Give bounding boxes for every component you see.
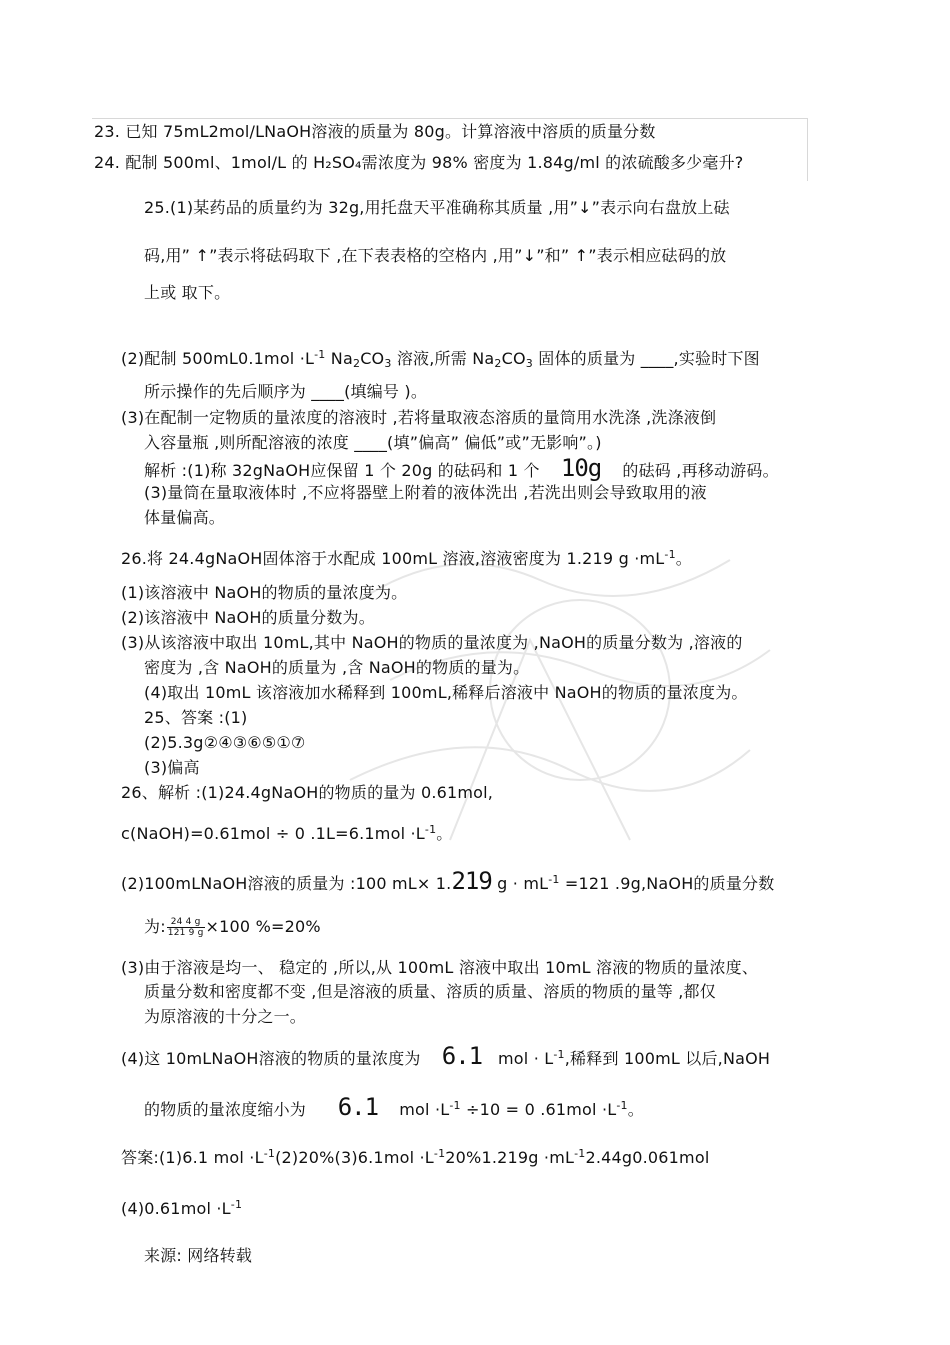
q25-part3-line-1: (3)在配制一定物质的量浓度的溶液时 ,若将量取液态溶质的量筒用水洗涤 ,洗涤液倒 — [121, 408, 717, 427]
q25-part3-line-2: 入容量瓶 ,则所配溶液的浓度 ____(填”偏高” 偏低”或”无影响”。) — [144, 433, 602, 452]
solution-26-line-9: 的物质的量浓度缩小为 6.1 mol $\cdot L^{-1} \div 10 = 0$ $.61mol \cdot L^{-1}$。 — [144, 1093, 644, 1121]
answer-25-line-1: 25、答案 :(1) — [144, 708, 248, 727]
solution-26-line-2: c(NaOH)=0.61mol ÷ 0 $.1L=6.1mol \cdot L^{-1}$。 — [121, 823, 453, 843]
final-answer-line-1: 答案:(1)6.1 mol $\cdot L^{-1}(2)20\%(3)6.1mol \cdot L^{-1}20\%1.219g \cdot mL^{-1}2.44g0.061mol$ — [121, 1147, 710, 1167]
q25-line-1: 25.(1)某药品的质量约为 32g,用托盘天平准确称其质量 ,用”↓”表示向右盘放上砝 — [144, 198, 730, 217]
solution-26-line-4: 为: $\frac{24 4 g}{121 9 g}$ ×100 %=20% — [144, 917, 321, 938]
q25-line-3: 上或 取下。 — [144, 283, 231, 302]
q26-part-4: (4)取出 10mL 该溶液加水稀释到 100mL,稀释后溶液中 NaOH的物质的量浓度为。 — [144, 683, 748, 702]
q25-analysis-line-1: 解析 :(1)称 32gNaOH应保留 1 个 20g 的砝码和 1 个 10g 的砝码 ,再移动游码。 — [144, 454, 779, 482]
question-24: 24. 配制 500ml、1mol/L 的 H₂SO₄需浓度为 98% 密度为 1.84g/ml 的浓硫酸多少毫升? — [94, 153, 744, 172]
question-26-title: 26.将 24.4gNaOH固体溶于水配成 100mL 溶液,溶液密度为 1.219 $g \cdot mL^{-1}$。 — [121, 548, 692, 568]
q26-part-3-line-1: (3)从该溶液中取出 10mL,其中 NaOH的物质的量浓度为 ,NaOH的质量分数为 ,溶液的 — [121, 633, 743, 652]
solution-26-line-8: (4)这 10mLNaOH溶液的物质的量浓度为 6.1 mol · $L^{-1}$,稀释到 100mL 以后,NaOH — [121, 1042, 771, 1070]
q25-analysis-line-3: 体量偏高。 — [144, 508, 226, 527]
q25-line-2: 码,用” ↑”表示将砝码取下 ,在下表表格的空格内 ,用”↓”和” ↑”表示相应砝码的放 — [144, 246, 727, 265]
fraction: $\frac{24 4 g}{121 9 g}$ — [167, 917, 204, 938]
source-note: 来源: 网络转载 — [144, 1246, 253, 1265]
final-answer-line-2: $(4)0.61mol \cdot L^{-1}$ — [121, 1198, 243, 1218]
solution-26-line-3: (2)100mLNaOH溶液的质量为 :100 mL× 1.219 $g \cdot mL^{-1} =121$ .9g,NaOH的质量分数 — [121, 867, 775, 895]
q25-part2-line-1: (2)配制 $500mL0.1mol \cdot L^{-1}$ $Na_2CO_3$ 溶液,所需 $Na_2CO_3$ 固体的质量为 ____,实验时下图 — [121, 348, 760, 370]
question-23: 23. 已知 75mL2mol/LNaOH溶液的质量为 80g。计算溶液中溶质的质量分数 — [94, 122, 656, 141]
answer-25-line-3: (3)偏高 — [144, 758, 200, 777]
solution-26-line-5: (3)由于溶液是均一、 稳定的 ,所以,从 100mL 溶液中取出 10mL 溶液的物质的量浓度、 — [121, 958, 759, 977]
solution-26-line-7: 为原溶液的十分之一。 — [144, 1007, 307, 1026]
solution-26-line-1: 26、解析 :(1)24.4gNaOH的物质的量为 0.61mol, — [121, 783, 494, 802]
answer-25-line-2: (2)5.3g②④③⑥⑤①⑦ — [144, 733, 306, 752]
solution-26-line-6: 质量分数和密度都不变 ,但是溶液的质量、溶质的质量、溶质的物质的量等 ,都仅 — [144, 982, 716, 1001]
q25-analysis-line-2: (3)量筒在量取液体时 ,不应将器壁上附着的液体洗出 ,若洗出则会导致取用的液 — [144, 483, 707, 502]
q25-part2-line-2: 所示操作的先后顺序为 ____(填编号 )。 — [144, 382, 428, 401]
q26-part-1: (1)该溶液中 NaOH的物质的量浓度为。 — [121, 583, 408, 602]
q26-part-3-line-2: 密度为 ,含 NaOH的质量为 ,含 NaOH的物质的量为。 — [144, 658, 530, 677]
q26-part-2: (2)该溶液中 NaOH的质量分数为。 — [121, 608, 375, 627]
